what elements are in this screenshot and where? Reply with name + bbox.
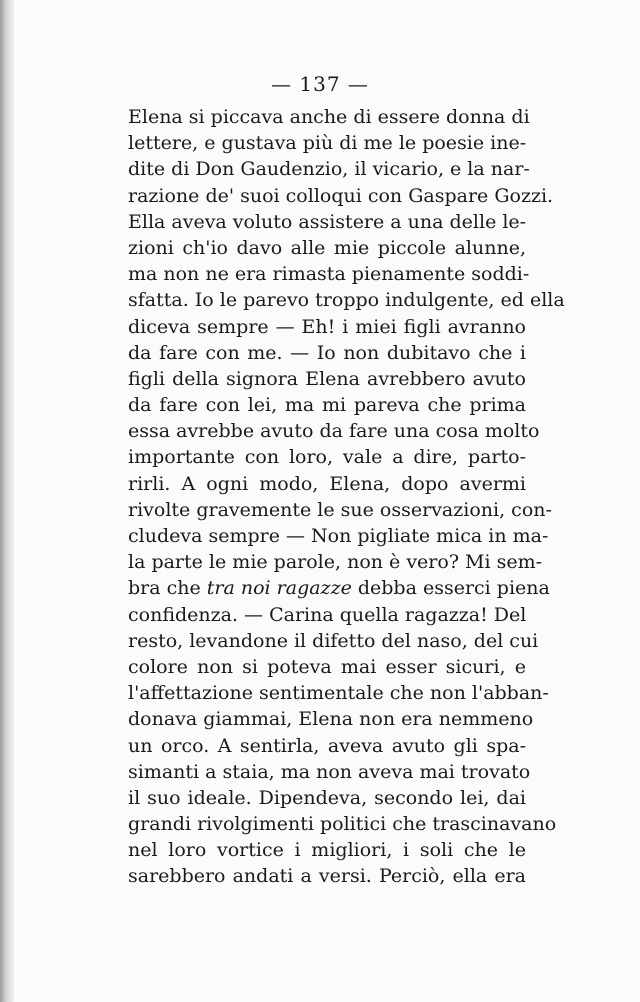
text-line: importante con loro, vale a dire, parto-: [128, 446, 526, 469]
text-line: dite di Don Gaudenzio, il vicario, e la nar-: [128, 158, 530, 181]
text-line: simanti a staia, ma non aveva mai trovato: [128, 760, 531, 783]
text-line: diceva sempre — Eh! i miei figli avranno: [128, 315, 526, 338]
text-segment: bra che: [128, 577, 207, 600]
text-line: lettere, e gustava più di me le poesie ine-: [128, 132, 527, 155]
text-line: ma non ne era rimasta pienamente soddi-: [128, 263, 530, 286]
text-line: donava giammai, Elena non era nemmeno: [128, 708, 534, 731]
text-line: Ella aveva voluto assistere a una delle le-: [128, 210, 527, 233]
binding-edge: [0, 0, 14, 1002]
text-line: da fare con me. — Io non dubitavo che i: [128, 341, 526, 364]
text-line: sfatta. Io le parevo troppo indulgente, ed ella: [128, 289, 565, 312]
text-line: l'affettazione sentimentale che non l'abban-: [128, 682, 549, 705]
text-line: un orco. A sentirla, aveva avuto gli spa-: [128, 734, 526, 757]
text-line: confidenza. — Carina quella ragazza! Del: [128, 603, 527, 626]
text-line: razione de' suoi colloqui con Gaspare Gozzi.: [128, 184, 554, 207]
text-line: resto, levandone il difetto del naso, del cui: [128, 629, 539, 652]
text-segment: debba esserci piena: [351, 577, 550, 600]
text-line: rivolte gravemente le sue osservazioni, con-: [128, 498, 552, 521]
text-line: essa avrebbe avuto da fare una cosa molto: [128, 420, 540, 443]
italic-phrase: tra noi ragazze: [206, 577, 352, 600]
text-line-with-italic: [128, 575, 550, 601]
text-line: colore non si poteva mai esser sicuri, e: [128, 655, 526, 678]
text-line: cludeva sempre — Non pigliate mica in ma-: [128, 525, 549, 547]
text-line: il suo ideale. Dipendeva, secondo lei, dai: [128, 786, 526, 809]
text-line: sarebbero andati a versi. Perciò, ella era: [128, 865, 526, 888]
text-line: la parte le mie parole, non è vero? Mi sem-: [128, 551, 543, 574]
text-line: rirli. A ogni modo, Elena, dopo avermi: [128, 472, 526, 495]
text-line: figli della signora Elena avrebbero avuto: [128, 367, 526, 390]
text-line: da fare con lei, ma mi pareva che prima: [128, 394, 526, 417]
text-line: zioni ch'io davo alle mie piccole alunne,: [128, 236, 526, 259]
text-line: grandi rivolgimenti politici che trascinavano: [128, 813, 557, 836]
page-number: — 137 —: [271, 72, 369, 96]
text-line: nel loro vortice i migliori, i soli che le: [128, 839, 526, 862]
body-text: [128, 104, 565, 890]
text-line: Elena si piccava anche di essere donna di: [128, 106, 530, 128]
